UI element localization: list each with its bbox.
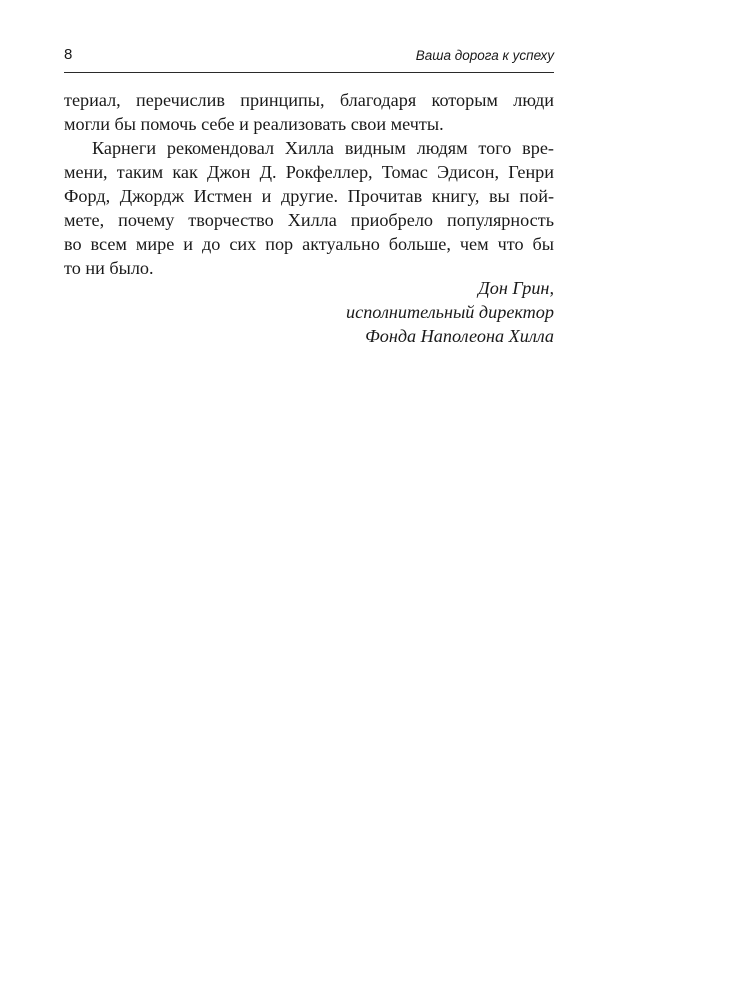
signature-name: Дон Грин,: [478, 278, 554, 298]
book-title: Ваша дорога к успеху: [415, 48, 554, 63]
running-head: [64, 44, 554, 73]
page-number: 8: [64, 46, 73, 63]
body-text: [64, 88, 554, 280]
text-line: мете, почему творчество Хилла приобрело популярность: [64, 210, 554, 230]
text-line: мени, таким как Джон Д. Рокфеллер, Томас Эдисон, Генри: [64, 162, 554, 182]
text-line: могли бы помочь себе и реализовать свои мечты.: [64, 114, 444, 134]
text-line: во всем мире и до сих пор актуально больше, чем что бы: [64, 234, 554, 254]
signature-organization: Фонда Наполеона Хилла: [365, 326, 554, 346]
paragraph: [64, 88, 554, 136]
text-line: Форд, Джордж Истмен и другие. Прочитав книгу, вы пой-: [64, 186, 554, 206]
signature-block: [346, 276, 554, 348]
text-line: то ни было.: [64, 258, 154, 278]
text-line: Карнеги рекомендовал Хилла видным людям того вре-: [92, 138, 554, 158]
paragraph: [64, 136, 554, 280]
signature-position: исполнительный директор: [346, 302, 554, 322]
text-line: териал, перечислив принципы, благодаря которым люди: [64, 90, 554, 110]
